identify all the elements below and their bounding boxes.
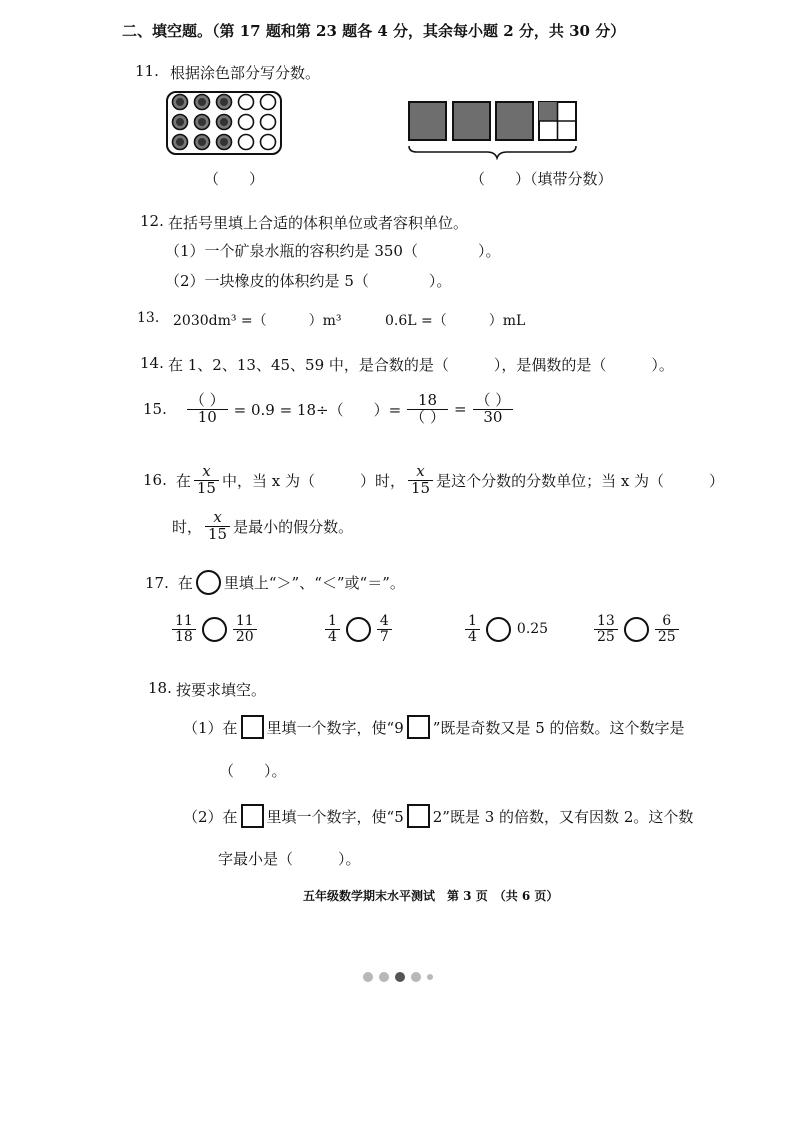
q15-middle: = 0.9 = 18÷（ ）= [233,400,402,419]
q17-item-4: $\frac{13}{25}$ $\frac{6}{25}$ [594,614,679,644]
q11-text: 根据涂色部分写分数。 [170,64,321,82]
empty-dot [261,135,276,150]
q17-item-1: $\frac{11}{18}$ $\frac{11}{20}$ [172,614,257,644]
q18-sub2-line1: （2）在 里填一个数字，使“5 2”既是 3 的倍数，又有因数 2。这个数 [183,804,693,828]
compare-circle-3[interactable] [486,617,511,642]
q11-answer-right: （ ）（填带分数） [470,170,613,188]
q15-equals: = [453,400,467,419]
page-footer: 五年级数学期末水平测试 第 3 页 （共 6 页） [303,889,559,903]
q14-text: 在 1、2、13、45、59 中，是合数的是（ ），是偶数的是（ ）。 [168,356,674,374]
q13-part1: 2030dm³ =（ ）m³ [173,313,342,329]
q16-fraction-3: $\frac{x}{15}$ [205,510,230,543]
q17-number: 17. [145,573,169,592]
q16-fraction-1: $\frac{x}{15}$ [194,464,219,497]
q16-number: 16. [143,471,167,490]
shaded-dot-core [220,118,228,126]
q12-sub2: （2）一块橡皮的体积约是 5（ ）。 [165,272,452,290]
shaded-dot-core [220,138,228,146]
circle-blank-icon [196,570,221,595]
q18-sub1-line2: （ ）。 [219,762,287,780]
q13-part2: 0.6L =（ ）mL [385,313,526,329]
q18-sub1-line1: （1）在 里填一个数字，使“9 ”既是奇数又是 5 的倍数。这个数字是 [183,715,685,739]
q15-fraction-1: $\frac{( )}{10}$ [187,393,228,426]
q12-text: 在括号里填上合适的体积单位或者容积单位。 [168,214,469,232]
section-title: 二、填空题。（第 17 题和第 23 题各 4 分，其余每小题 2 分，共 30 分） [122,22,626,40]
shaded-dot-core [176,138,184,146]
q11-answer-left: （ ） [204,170,265,188]
q11-dot-figure [165,90,285,158]
shaded-dot-core [176,118,184,126]
q16-line1: 16. 在 $\frac{x}{15}$ 中，当 x 为（ ）时， $\frac{x}{15}$ 是这个分数的分数单位；当 x 为（ ） [143,462,725,497]
compare-circle-4[interactable] [624,617,649,642]
q11-square-figure [405,100,585,160]
digit-box-2[interactable] [407,804,430,828]
q11-number: 11. [135,62,159,80]
q17-item-2: $\frac{1}{4}$ $\frac{4}{7}$ [325,614,392,644]
empty-dot [239,115,254,130]
q18-text: 按要求填空。 [176,681,267,699]
q15-number: 15. [143,400,167,419]
shaded-dot-core [220,98,228,106]
q14-number: 14. [140,354,164,372]
pager-dot[interactable] [395,972,405,982]
compare-circle-2[interactable] [346,617,371,642]
q17-prompt: 17. 在 里填上“＞”、“＜”或“＝”。 [145,570,405,595]
q15-fraction-2: $\frac{18}{( )}$ [407,393,448,426]
square-blank-icon [241,715,264,739]
pager-dot[interactable] [411,972,421,982]
q15-equation [143,393,513,426]
q13-number: 13. [137,310,160,326]
square-blank-icon [241,804,264,828]
shaded-dot-core [198,118,206,126]
empty-dot [261,95,276,110]
shaded-dot-core [198,98,206,106]
q18-sub2-line2: 字最小是（ ）。 [218,850,361,868]
digit-box-1[interactable] [407,715,430,739]
shaded-dot-core [176,98,184,106]
empty-dot [239,135,254,150]
pager-dot[interactable] [427,974,433,980]
q16-fraction-2: $\frac{x}{15}$ [408,464,433,497]
q12-number: 12. [140,212,164,230]
q12-sub1: （1）一个矿泉水瓶的容积约是 350（ ）。 [165,242,501,260]
pager-dot[interactable] [379,972,389,982]
q16-line2: 时， $\frac{x}{15}$ 是最小的假分数。 [172,508,354,543]
shaded-dot-core [198,138,206,146]
compare-circle-1[interactable] [202,617,227,642]
empty-dot [239,95,254,110]
q18-number: 18. [148,679,172,697]
page-indicator [360,972,436,982]
empty-dot [261,115,276,130]
pager-dot[interactable] [363,972,373,982]
q15-fraction-3: $\frac{( )}{30}$ [473,393,514,426]
q17-item-3: $\frac{1}{4}$ 0.25 [465,614,548,644]
